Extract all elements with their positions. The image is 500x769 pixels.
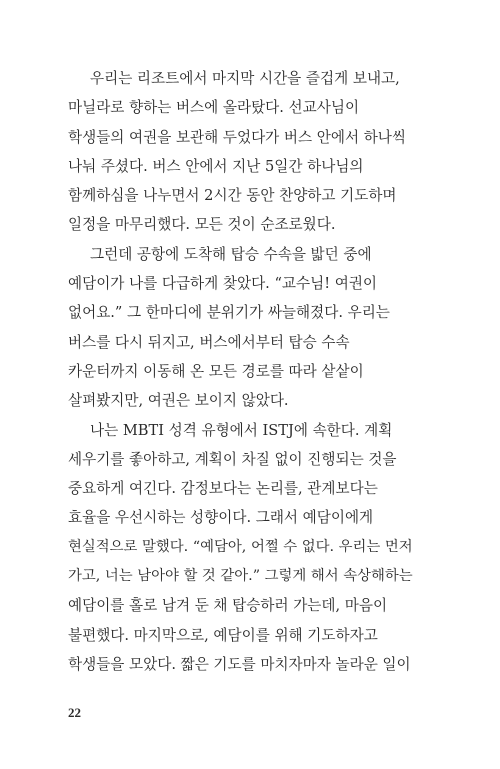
text-line: 불편했다. 마지막으로, 예담이를 위해 기도하자고	[68, 626, 378, 644]
text-line: 세우기를 좋아하고, 계획이 차질 없이 진행되는 것을	[68, 450, 397, 468]
text-line: 중요하게 여긴다. 감정보다는 논리를, 관계보다는	[68, 480, 378, 498]
text-line: 가고, 너는 남아야 할 것 같아.” 그렇게 해서 속상해하는	[68, 568, 413, 585]
text-line: 살펴봤지만, 여권은 보이지 않았다.	[68, 392, 289, 410]
text-line: 나는 MBTI 성격 유형에서 ISTJ에 속한다. 계획	[90, 421, 393, 439]
text-line: 학생들을 모았다. 짧은 기도를 마치자마자 놀라운 일이	[68, 655, 411, 673]
page-number: 22	[68, 705, 81, 720]
text-line: 효율을 우선시하는 성향이다. 그래서 예담이에게	[68, 509, 374, 527]
text-line: 나눠 주셨다. 버스 안에서 지난 5일간 하나님의	[68, 157, 364, 175]
text-line: 함께하심을 나누면서 2시간 동안 찬양하고 기도하며	[68, 187, 397, 205]
text-line: 우리는 리조트에서 마지막 시간을 즐겁게 보내고,	[90, 70, 400, 87]
text-line: 버스를 다시 뒤지고, 버스에서부터 탑승 수속	[68, 333, 350, 351]
text-line: 일정을 마무리했다. 모든 것이 순조로웠다.	[68, 216, 336, 234]
text-line: 마닐라로 향하는 버스에 올라탔다. 선교사님이	[68, 99, 360, 117]
text-line: 예담이가 나를 다급하게 찾았다. “교수님! 여권이	[68, 275, 378, 293]
body-text	[68, 64, 413, 679]
text-line: 현실적으로 말했다. “예담아, 어쩔 수 없다. 우리는 먼저	[68, 538, 413, 555]
text-line: 예담이를 홀로 남겨 둔 채 탑승하러 가는데, 마음이	[68, 597, 388, 615]
text-line: 없어요.” 그 한마디에 분위기가 싸늘해졌다. 우리는	[68, 304, 390, 322]
text-line: 그런데 공항에 도착해 탑승 수속을 밟던 중에	[90, 245, 372, 263]
text-line: 학생들의 여권을 보관해 두었다가 버스 안에서 하나씩	[68, 128, 406, 146]
text-line: 카운터까지 이동해 온 모든 경로를 따라 샅샅이	[68, 362, 364, 380]
